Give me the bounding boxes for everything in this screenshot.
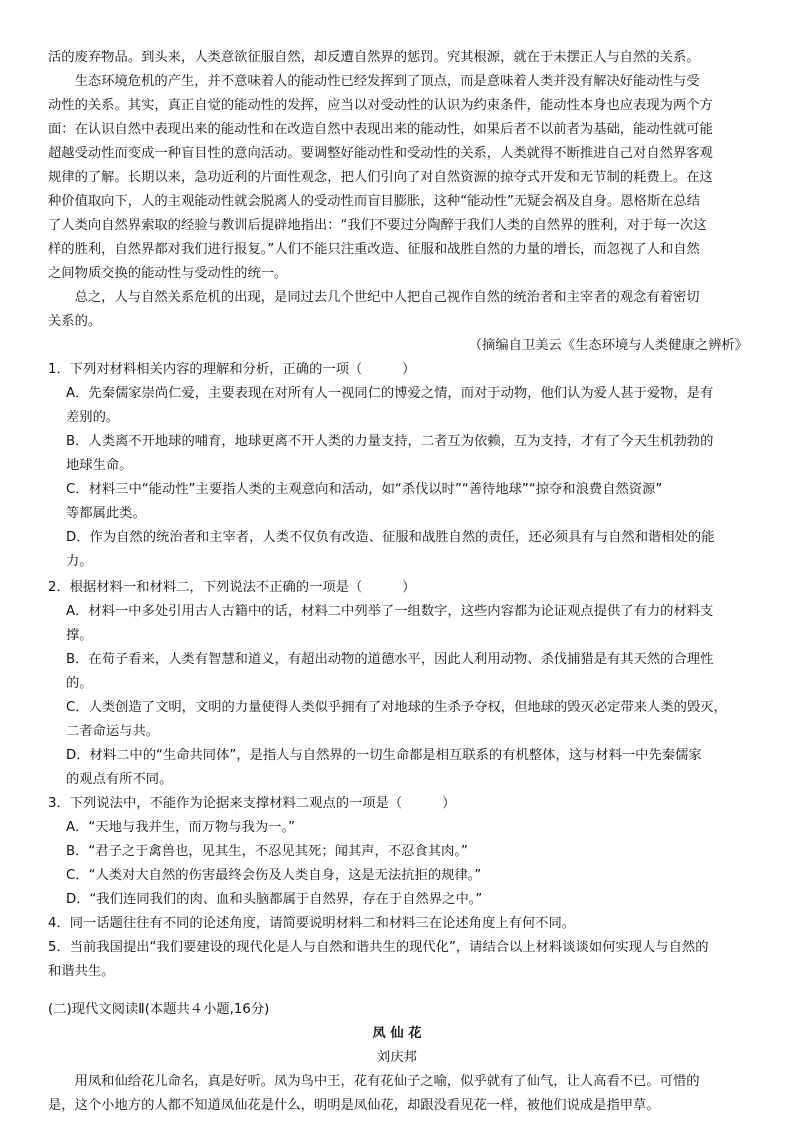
question-stem-cont: 和谐共生。 xyxy=(48,964,115,979)
option-c-cont: 等都属此类。 xyxy=(66,506,146,521)
text-line: 总之，人与自然关系危机的出现，是同过去几个世纪中人把自己视作自然的统治者和主宰者的观念有着密切 xyxy=(48,290,700,305)
question-stem: 1．下列对材料相关内容的理解和分析，正确的一项（ ） xyxy=(48,362,416,377)
text-line: 了人类向自然界索取的经验与教训后提辟地指出：“我们不要过分陶醉于我们人类的自然界的胜利，对于每一次这 xyxy=(48,218,707,233)
story-title: 凤 仙 花 xyxy=(372,1026,422,1041)
story-author: 刘庆邦 xyxy=(377,1050,417,1065)
option-a-cont: 撑。 xyxy=(66,628,93,643)
option-c: C．“人类对大自然的伤害最终会伤及人类自身，这是无法抗拒的规律。” xyxy=(66,868,482,883)
source-citation: （摘编自卫美云《生态环境与人类健康之辨析》 xyxy=(468,338,748,353)
text-line: 生态环境危机的产生，并不意味着人的能动性已经发挥到了顶点，而是意味着人类并没有解决好能动性与受 xyxy=(48,74,700,89)
text-line: 关系的。 xyxy=(48,314,102,329)
option-b-cont: 的。 xyxy=(66,676,93,691)
text-line: 超越受动性而变成一种盲目性的意向活动。要调整好能动性和受动性的关系，人类就得不断推进自己对自然界客观 xyxy=(48,146,713,161)
text-line: 样的胜利，自然界都对我们进行报复。”人们不能只注重改造、征服和战胜自然的力量的增长，而忽视了人和自然 xyxy=(48,242,700,257)
text-line: 是，这个小地方的人都不知道凤仙花是什么，明明是凤仙花，却跟没看见花一样，被他们说成是指甲草。 xyxy=(48,1098,660,1113)
text-line: 面：在认识自然中表现出来的能动性和在改造自然中表现出来的能动性，如果后者不以前者为基础，能动性就可能 xyxy=(48,122,713,137)
question-stem: 5．当前我国提出“我们要建设的现代化是人与自然和谐共生的现代化”，请结合以上材料谈谈如何实现人与自然的 xyxy=(48,940,709,955)
option-d: D．作为自然的统治者和主宰者，人类不仅负有改造、征服和战胜自然的责任，还必须具有与自然和谐相处的能 xyxy=(66,530,715,545)
text-line: 种价值取向下，人的主观能动性就会脱离人的受动性而盲目膨胀，这种“能动性”无疑会祸及自身。恩格斯在总结 xyxy=(48,194,701,209)
option-a: A．先秦儒家崇尚仁爱，主要表现在对所有人一视同仁的博爱之情，而对于动物，他们认为爱人甚于爱物，是有 xyxy=(66,386,714,401)
option-b-cont: 地球生命。 xyxy=(66,458,133,473)
option-d: D．“我们连同我们的肉、血和头脑都属于自然界，存在于自然界之中。” xyxy=(66,892,483,907)
option-d-cont: 力。 xyxy=(66,554,93,569)
option-d: D．材料二中的“生命共同体”，是指人与自然界的一切生命都是相互联系的有机整体，这与材料一中先秦儒家 xyxy=(66,748,702,763)
question-stem: 2．根据材料一和材料二，下列说法不正确的一项是（ ） xyxy=(48,580,416,595)
text-line: 动性的关系。其实，真正自觉的能动性的发挥，应当以对受动性的认识为约束条件，能动性本身也应表现为两个方 xyxy=(48,98,713,113)
option-c: C．材料三中“能动性”主要指人类的主观意向和活动，如“杀伐以时”“善待地球”“掠夺和浪费自然资源” xyxy=(66,482,663,497)
text-line: 规律的了解。长期以来，急功近利的片面性观念，把人们引向了对自然资源的掠夺式开发和无节制的耗费上。在这 xyxy=(48,170,713,185)
option-b: B．在荀子看来，人类有智慧和道义，有超出动物的道德水平，因此人利用动物、杀伐捕猎是有其天然的合理性 xyxy=(66,652,714,667)
option-a: A．“天地与我并生，而万物与我为一。” xyxy=(66,820,295,835)
question-4: 4．同一话题往往有不同的论述角度，请简要说明材料二和材料三在论述角度上有何不同。 xyxy=(48,916,576,931)
option-b: B．“君子之于禽兽也，见其生，不忍见其死；闻其声，不忍食其肉。” xyxy=(66,844,468,859)
option-c: C．人类创造了文明，文明的力量使得人类似乎拥有了对地球的生杀予夺权，但地球的毁灭必定带来人类的毁灭， xyxy=(66,700,727,715)
section-heading: (二)现代文阅读Ⅱ(本题共４小题,16分) xyxy=(48,1002,270,1017)
text-line: 用凤和仙给花儿命名，真是好听。凤为鸟中王，花有花仙子之喻，似乎就有了仙气，让人高看不已。可惜的 xyxy=(48,1074,700,1089)
option-c-cont: 二者命运与共。 xyxy=(66,724,160,739)
text-line: 之间物质交换的能动性与受动性的统一。 xyxy=(48,266,288,281)
text-line: 活的废弃物品。到头来，人类意欲征服自然，却反遭自然界的惩罚。究其根源，就在于未摆正人与自然的关系。 xyxy=(48,50,700,65)
question-stem: 3．下列说法中，不能作为论据来支撑材料二观点的一项是（ ） xyxy=(48,796,456,811)
option-d-cont: 的观点有所不同。 xyxy=(66,772,173,787)
option-b: B．人类离不开地球的哺育，地球更离不开人类的力量支持，二者互为依赖，互为支持，才有了今天生机勃勃的 xyxy=(66,434,714,449)
option-a-cont: 差别的。 xyxy=(66,410,120,425)
option-a: A．材料一中多处引用古人古籍中的话，材料二中列举了一组数字，这些内容都为论证观点提供了有力的材料支 xyxy=(66,604,714,619)
